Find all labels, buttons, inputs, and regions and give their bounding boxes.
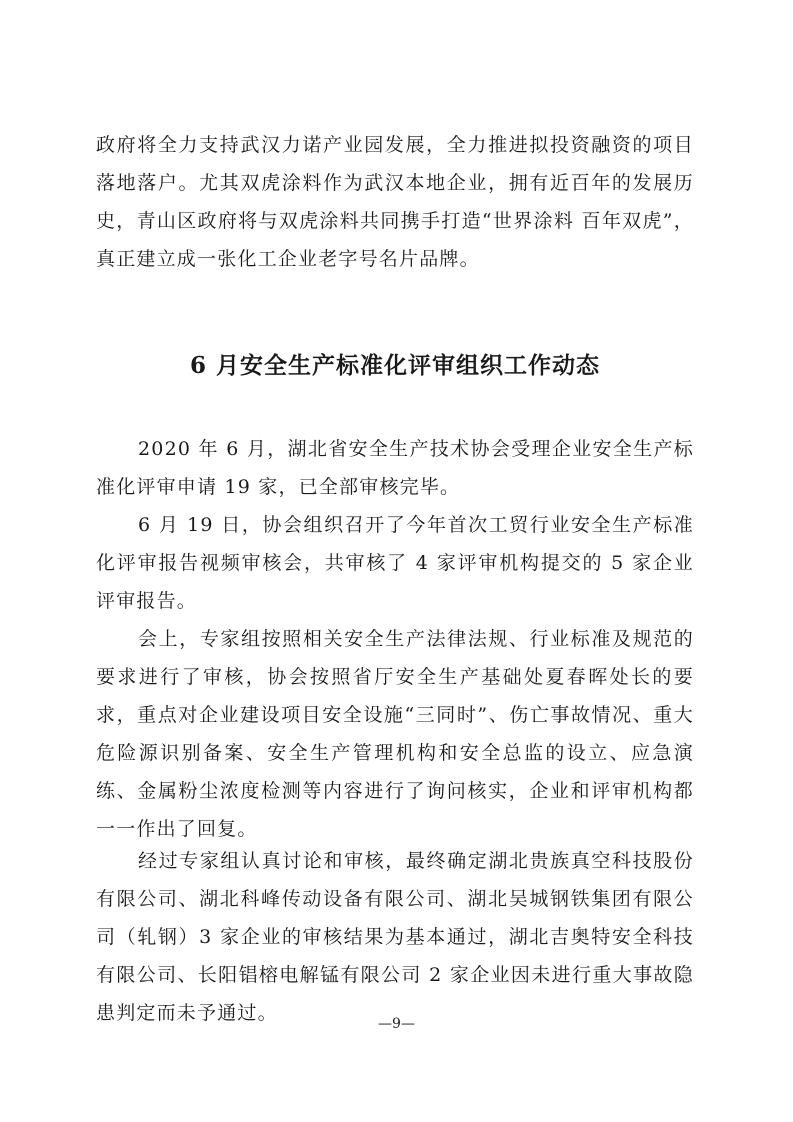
body-paragraph: 经过专家组认真讨论和审核，最终确定湖北贵族真空科技股份有限公司、湖北科峰传动设备有限公司、湖北吴城钢铁集团有限公司（轧钢）3 家企业的审核结果为基本通过，湖北吉奥特安全科技有限公司、长阳锠榕电解锰有限公司 2 家企业因未进行重大事故隐患判定而未予通过。 xyxy=(96,850,694,1024)
page-number: —9— xyxy=(378,1016,415,1032)
body-paragraph: 2020 年 6 月，湖北省安全生产技术协会受理企业安全生产标准化评审申请 19 家，已全部审核完毕。 xyxy=(96,438,694,498)
body-paragraph: 6 月 19 日，协会组织召开了今年首次工贸行业安全生产标准化评审报告视频审核会，共审核了 4 家评审机构提交的 5 家企业评审报告。 xyxy=(96,514,694,612)
section-title: 6 月安全生产标准化评审组织工作动态 xyxy=(189,352,600,379)
intro-paragraph: 政府将全力支持武汉力诺产业园发展，全力推进拟投资融资的项目落地落户。尤其双虎涂料作为武汉本地企业，拥有近百年的发展历史，青山区政府将与双虎涂料共同携手打造“世界涂料 百年双虎”，真正建立成一张化工企业老字号名片品牌。 xyxy=(96,134,694,270)
body-paragraph: 会上，专家组按照相关安全生产法律法规、行业标准及规范的要求进行了审核，协会按照省厅安全生产基础处夏春晖处长的要求，重点对企业建设项目安全设施“三同时”、伤亡事故情况、重大危险源识别备案、安全生产管理机构和安全总监的设立、应急演练、金属粉尘浓度检测等内容进行了询问核实，企业和评审机构都一一作出了回复。 xyxy=(96,628,694,840)
